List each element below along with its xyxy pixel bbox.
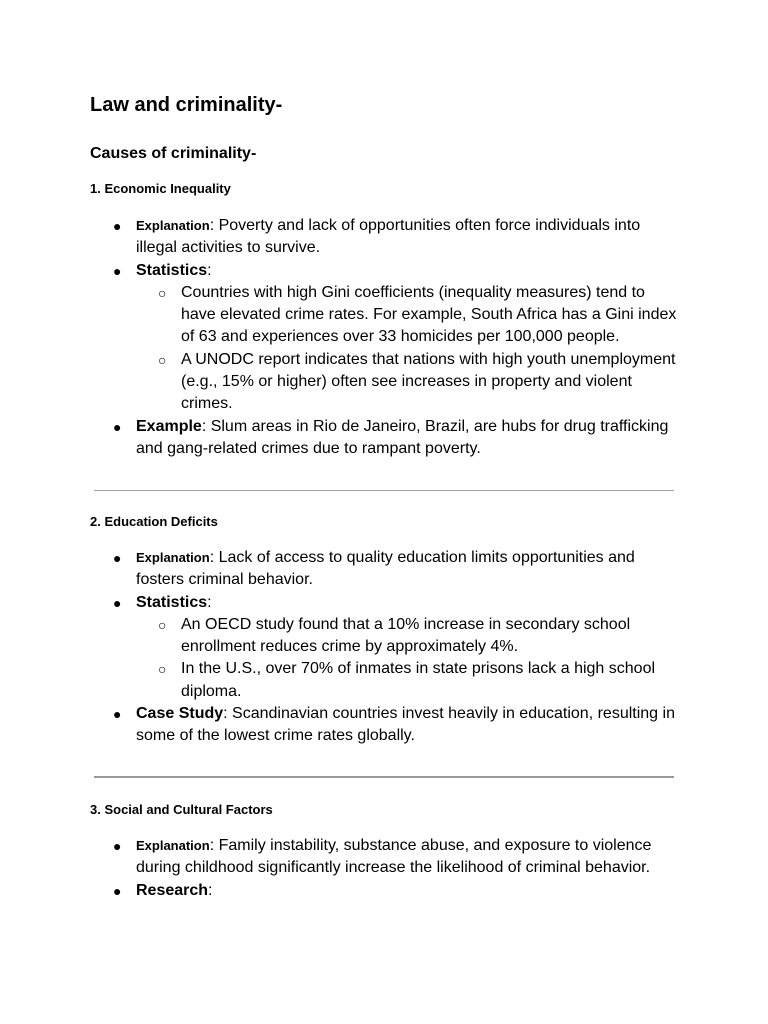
case-study-text: : Scandinavian countries invest heavily in education, resulting in some of the lowest crime rates globally. (136, 705, 675, 745)
bullet-icon: ● (113, 262, 122, 279)
list-item-statistics (0, 260, 768, 282)
explanation-label: Explanation (136, 838, 210, 853)
section-heading-economic-inequality: 1. Economic Inequality (90, 181, 231, 196)
explanation-text: : Family instability, substance abuse, and exposure to violence during childhood significantly increase the likelihood of criminal behavior. (136, 837, 652, 877)
example-text: : Slum areas in Rio de Janeiro, Brazil, are hubs for drug trafficking and gang-related crimes due to rampant poverty. (136, 417, 669, 457)
section-3-list (0, 835, 768, 902)
explanation-label: Explanation (136, 218, 210, 233)
case-study-label: Case Study (136, 705, 224, 723)
stat-text: Countries with high Gini coefficients (inequality measures) tend to have elevated crime rates. For example, South Africa has a Gini index of 63 and experiences over 33 homicides per 100,000 people. (181, 283, 677, 346)
list-item-explanation (0, 215, 768, 260)
sub-list-item (0, 658, 768, 703)
bullet-icon: ● (113, 882, 122, 899)
explanation-text: : Lack of access to quality education limits opportunities and fosters criminal behavior. (136, 549, 635, 589)
list-item-case-study (0, 703, 768, 748)
stat-text: In the U.S., over 70% of inmates in state prisons lack a high school diploma. (181, 660, 656, 700)
hollow-bullet-icon: ○ (158, 351, 167, 368)
list-item-statistics (0, 592, 768, 614)
sub-list-item (0, 614, 768, 659)
section-divider (94, 776, 674, 778)
section-1-list (0, 215, 768, 460)
explanation-label: Explanation (136, 550, 210, 565)
list-item-explanation (0, 835, 768, 880)
bullet-icon: ● (113, 706, 122, 723)
list-item-example (0, 416, 768, 461)
section-heading-education-deficits: 2. Education Deficits (90, 514, 218, 529)
stat-text: An OECD study found that a 10% increase in secondary school enrollment reduces crime by approximately 4%. (181, 615, 631, 656)
hollow-bullet-icon: ○ (158, 661, 167, 678)
sub-list-item (0, 349, 768, 416)
example-label: Example (136, 417, 202, 435)
hollow-bullet-icon: ○ (158, 284, 167, 301)
explanation-text: : Poverty and lack of opportunities often force individuals into illegal activities to survive. (136, 217, 641, 257)
list-item-research (0, 880, 768, 902)
document-subtitle: Causes of criminality- (90, 145, 257, 162)
statistics-colon: : (207, 593, 212, 611)
list-item-explanation (0, 547, 768, 592)
research-colon: : (208, 881, 213, 899)
section-2-list (0, 547, 768, 748)
document-title: Law and criminality- (90, 94, 283, 116)
statistics-label: Statistics (136, 593, 208, 611)
sub-list-item (0, 282, 768, 349)
bullet-icon: ● (113, 218, 122, 234)
bullet-icon: ● (113, 838, 122, 854)
section-divider (94, 490, 674, 491)
bullet-icon: ● (113, 594, 122, 611)
hollow-bullet-icon: ○ (158, 616, 167, 633)
section-heading-social-cultural-factors: 3. Social and Cultural Factors (90, 802, 273, 817)
statistics-colon: : (207, 261, 212, 279)
bullet-icon: ● (113, 550, 122, 566)
bullet-icon: ● (113, 418, 122, 435)
statistics-label: Statistics (136, 261, 208, 279)
research-label: Research (136, 881, 209, 899)
stat-text: A UNODC report indicates that nations with high youth unemployment (e.g., 15% or higher) often see increases in property and violent crimes. (181, 350, 676, 413)
